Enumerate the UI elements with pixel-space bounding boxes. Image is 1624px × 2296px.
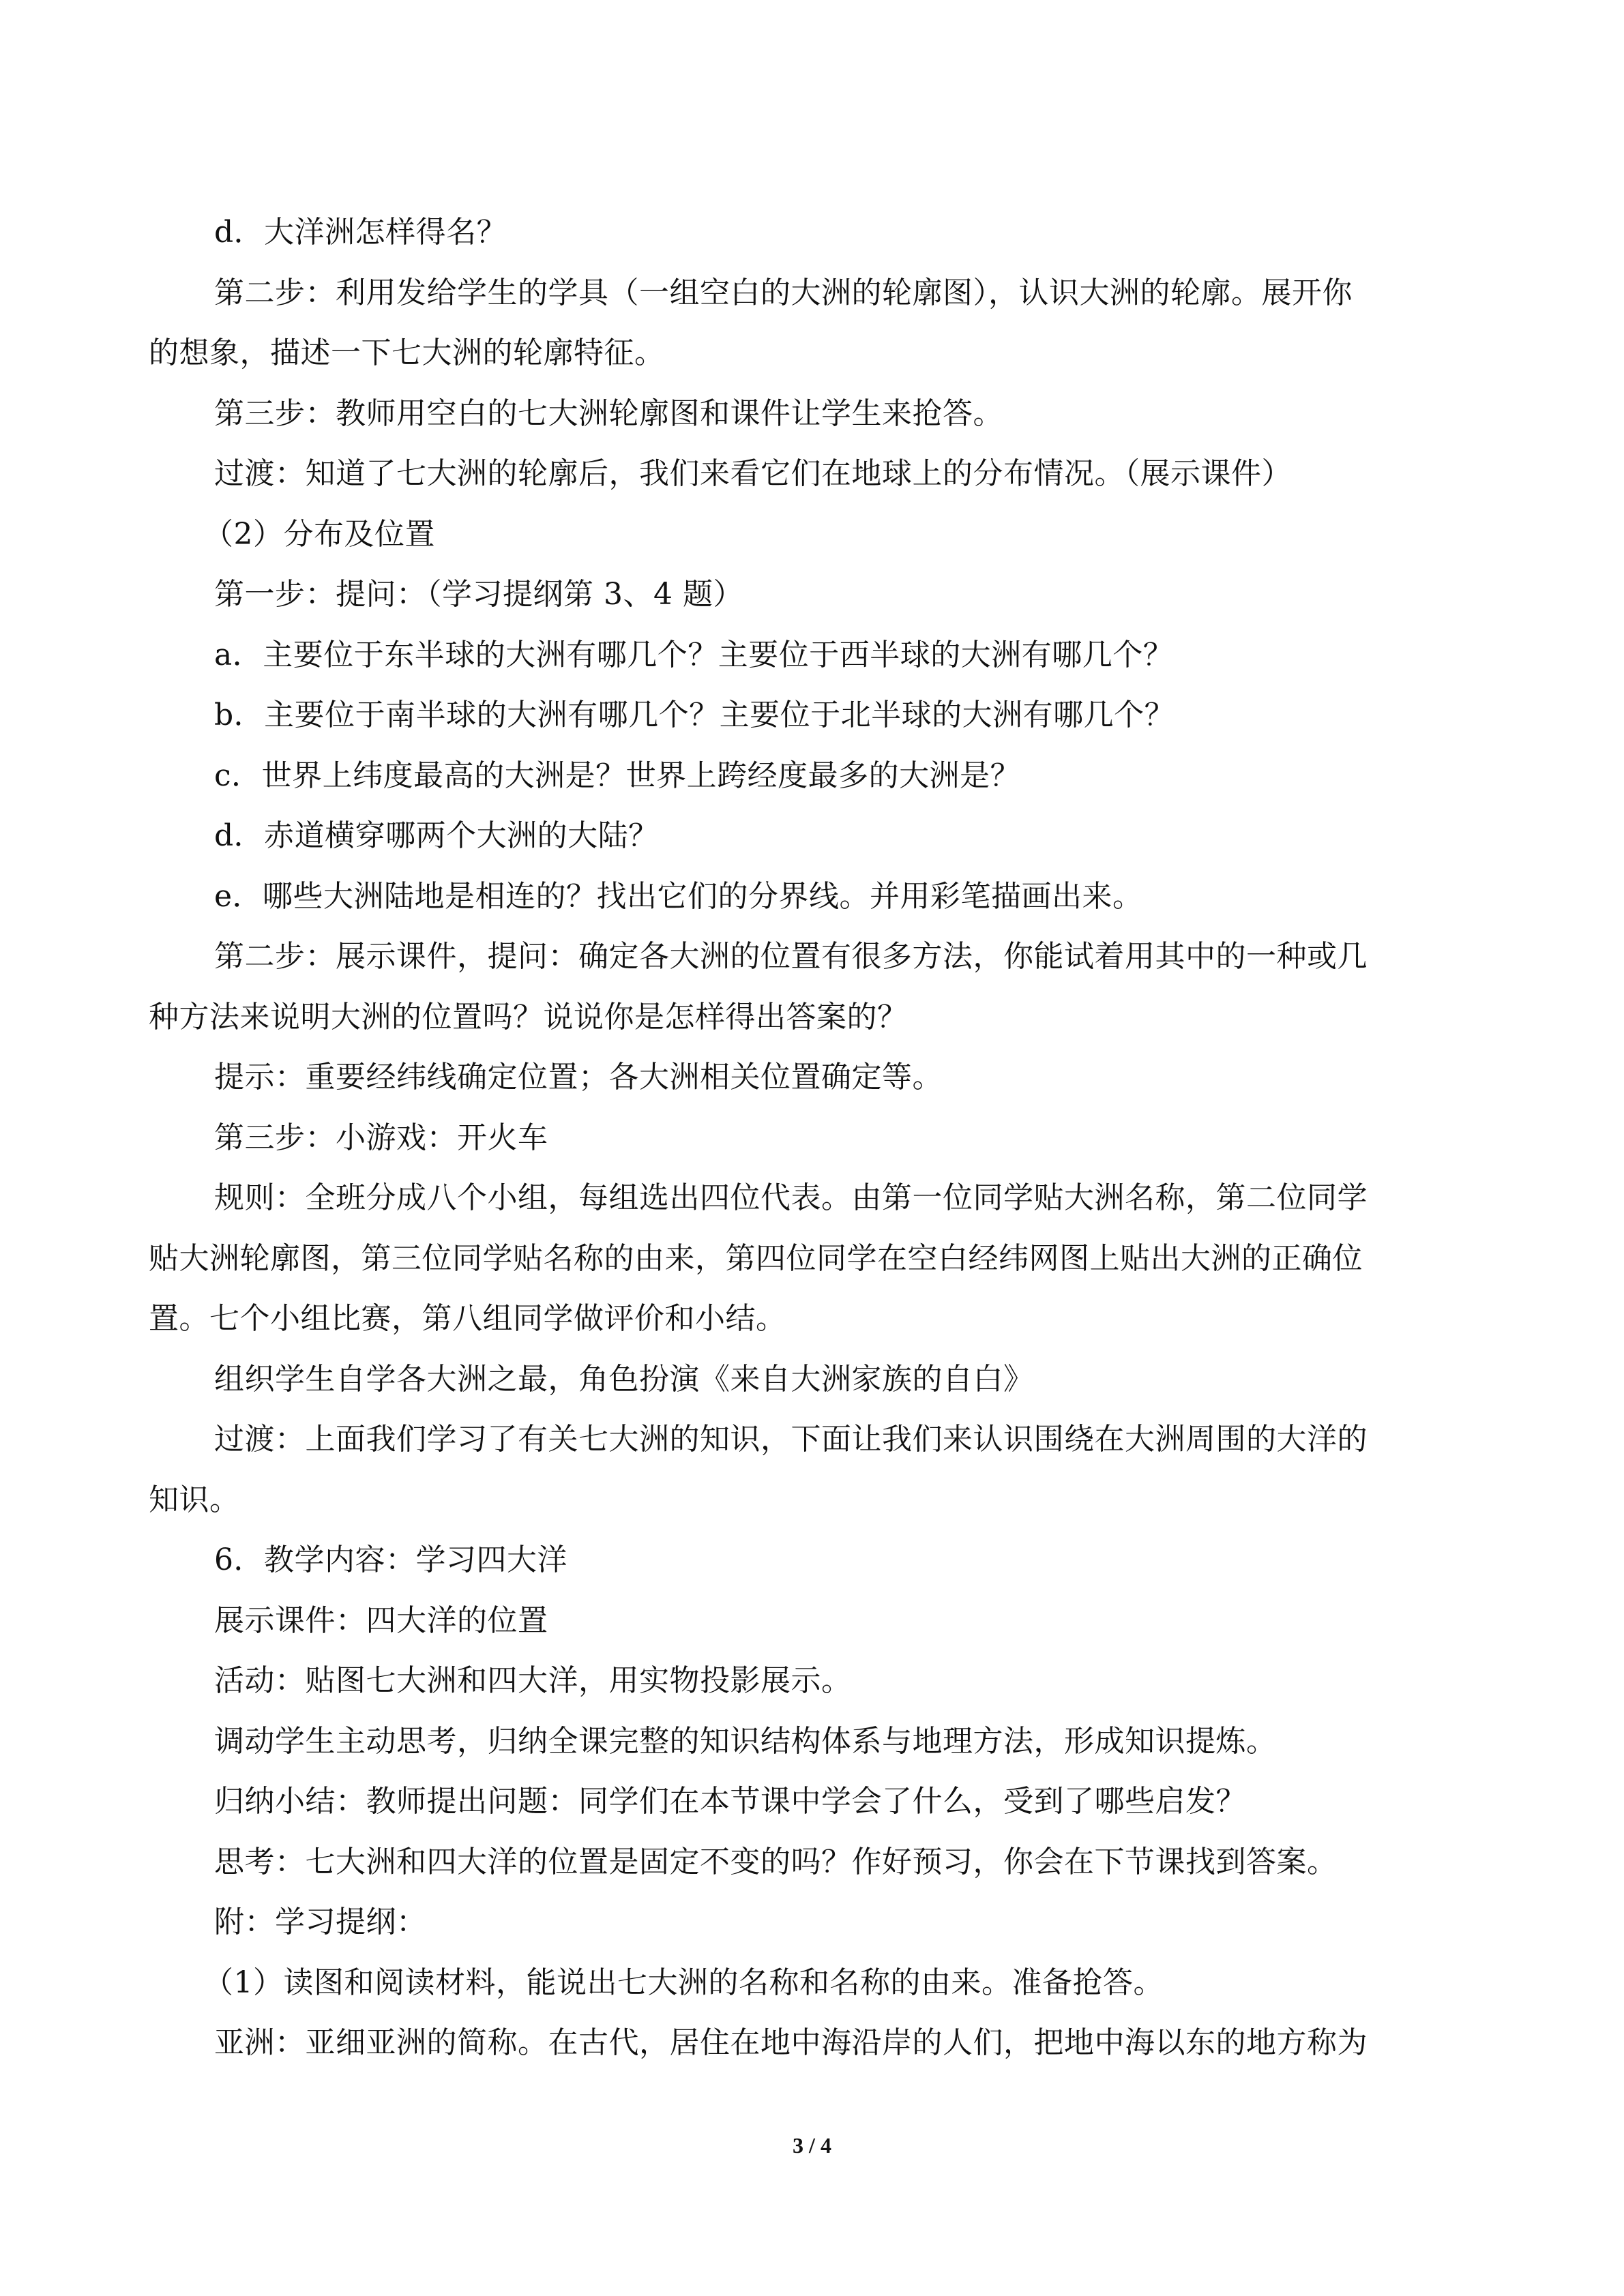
text-line: 第二步：利用发给学生的学具（一组空白的大洲的轮廓图），认识大洲的轮廓。展开你: [214, 275, 1353, 310]
text-line: 附：学习提纲：: [214, 1905, 427, 1939]
text-line: 第二步：展示课件，提问：确定各大洲的位置有很多方法，你能试着用其中的一种或几: [214, 939, 1368, 974]
text-line: e．哪些大洲陆地是相连的？找出它们的分界线。并用彩笔描画出来。: [214, 878, 1143, 914]
text-line: 亚洲：亚细亚洲的简称。在古代，居住在地中海沿岸的人们，把地中海以东的地方称为: [214, 2025, 1368, 2060]
text-line: a．主要位于东半球的大洲有哪几个？主要位于西半球的大洲有哪几个？: [214, 637, 1174, 672]
text-line: d．赤道横穿哪两个大洲的大陆？: [214, 818, 659, 853]
section-heading: 6．教学内容：学习四大洋: [214, 1542, 567, 1577]
document-body: [149, 203, 1458, 2074]
text-line: 归纳小结：教师提出问题：同学们在本节课中学会了什么，受到了哪些启发？: [214, 1784, 1246, 1819]
text-line: 的想象，描述一下七大洲的轮廓特征。: [149, 336, 665, 370]
text-line: 提示：重要经纬线确定位置；各大洲相关位置确定等。: [214, 1060, 943, 1094]
text-line: 思考：七大洲和四大洋的位置是固定不变的吗？作好预习，你会在下节课找到答案。: [214, 1844, 1338, 1879]
text-line: 置。七个小组比赛，第八组同学做评价和小结。: [149, 1301, 786, 1336]
text-line: （1）读图和阅读材料，能说出七大洲的名称和名称的由来。准备抢答。: [203, 1965, 1164, 2000]
text-line: 第三步：小游戏：开火车: [214, 1120, 548, 1155]
text-line: 第三步：教师用空白的七大洲轮廓图和课件让学生来抢答。: [214, 396, 1003, 431]
text-line: c．世界上纬度最高的大洲是？世界上跨经度最多的大洲是？: [214, 758, 1021, 793]
text-line: 组织学生自学各大洲之最，角色扮演《来自大洲家族的自白》: [214, 1361, 1034, 1397]
text-line: d．大洋洲怎样得名？: [214, 215, 507, 250]
page-number: 3 / 4: [793, 2133, 831, 2158]
text-line: 过渡：知道了七大洲的轮廓后，我们来看它们在地球上的分布情况。（展示课件）: [214, 456, 1292, 491]
text-line: 种方法来说明大洲的位置吗？说说你是怎样得出答案的？: [149, 999, 908, 1034]
text-line: 活动：贴图七大洲和四大洋，用实物投影展示。: [214, 1663, 852, 1698]
text-line: 调动学生主动思考，归纳全课完整的知识结构体系与地理方法，形成知识提炼。: [214, 1723, 1277, 1759]
text-line: 展示课件：四大洋的位置: [214, 1602, 548, 1638]
text-line: 知识。: [149, 1482, 240, 1517]
text-line: 规则：全班分成八个小组，每组选出四位代表。由第一位同学贴大洲名称，第二位同学: [214, 1180, 1368, 1215]
text-line: 贴大洲轮廓图，第三位同学贴名称的由来，第四位同学在空白经纬网图上贴出大洲的正确位: [149, 1240, 1363, 1276]
text-line: b．主要位于南半球的大洲有哪几个？主要位于北半球的大洲有哪几个？: [214, 698, 1175, 732]
section-heading: （2）分布及位置: [203, 516, 435, 552]
text-line: 过渡：上面我们学习了有关七大洲的知识，下面让我们来认识围绕在大洲周围的大洋的: [214, 1422, 1368, 1457]
text-line: 第一步：提问：（学习提纲第 3、4 题）: [214, 577, 743, 612]
